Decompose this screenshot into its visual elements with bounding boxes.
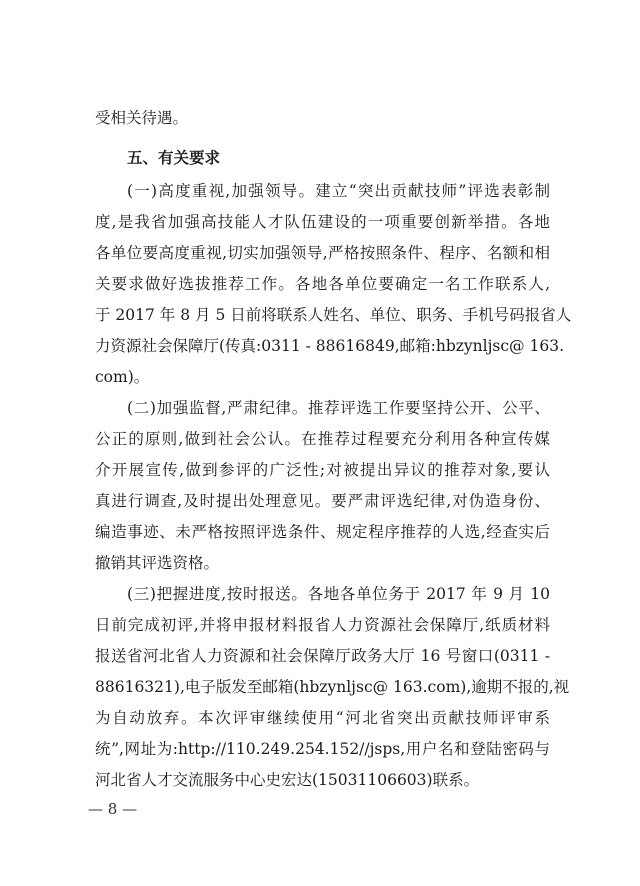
paragraph-line: 为自动放弃。本次评审继续使用“河北省突出贡献技师评审系 bbox=[95, 709, 550, 727]
paragraph-line: (三)把握进度,按时报送。各地各单位务于 2017 年 9 月 10 bbox=[127, 585, 550, 603]
paragraph-line: com)。 bbox=[95, 368, 150, 386]
paragraph-line: 关要求做好选拔推荐工作。各地各单位要确定一名工作联系人, bbox=[95, 275, 550, 293]
paragraph-line: 统”,网址为:http://110.249.254.152//jsps,用户名和登陆密码与 bbox=[95, 740, 550, 758]
paragraph-line: 报送省河北省人力资源和社会保障厅政务大厅 16 号窗口(0311 - bbox=[95, 647, 550, 665]
section-heading: 五、有关要求 bbox=[127, 149, 221, 167]
paragraph-line: (二)加强监督,严肃纪律。推荐评选工作要坚持公开、公平、 bbox=[127, 399, 550, 417]
paragraph-line: 于 2017 年 8 月 5 日前将联系人姓名、单位、职务、手机号码报省人 bbox=[95, 306, 572, 324]
paragraph-line: 撤销其评选资格。 bbox=[95, 554, 220, 572]
paragraph-line: 力资源社会保障厅(传真:0311 - 88616849,邮箱:hbzynljsc@ 163. bbox=[95, 337, 564, 355]
paragraph-line: 88616321),电子版发至邮箱(hbzynljsc@ 163.com),逾期不报的,视 bbox=[95, 678, 570, 696]
paragraph-line: 日前完成初评,并将申报材料报省人力资源社会保障厅,纸质材料 bbox=[95, 616, 550, 634]
paragraph-line: 各单位要高度重视,切实加强领导,严格按照条件、程序、名额和相 bbox=[95, 244, 550, 262]
paragraph-line: 编造事迹、未严格按照评选条件、规定程序推荐的人选,经查实后 bbox=[95, 523, 550, 541]
paragraph-line: 真进行调查,及时提出处理意见。要严肃评选纪律,对伪造身份、 bbox=[95, 492, 550, 510]
paragraph-line: 受相关待遇。 bbox=[95, 109, 189, 127]
paragraph-line: (一)高度重视,加强领导。建立“突出贡献技师”评选表彰制 bbox=[127, 182, 550, 200]
paragraph-line: 河北省人才交流服务中心史宏达(15031106603)联系。 bbox=[95, 771, 480, 789]
paragraph-line: 介开展宣传,做到参评的广泛性;对被提出异议的推荐对象,要认 bbox=[95, 461, 550, 479]
page-number: — 8 — bbox=[88, 800, 138, 818]
paragraph-line: 公正的原则,做到社会公认。在推荐过程要充分利用各种宣传媒 bbox=[95, 430, 550, 448]
paragraph-line: 度,是我省加强高技能人才队伍建设的一项重要创新举措。各地 bbox=[95, 213, 550, 231]
